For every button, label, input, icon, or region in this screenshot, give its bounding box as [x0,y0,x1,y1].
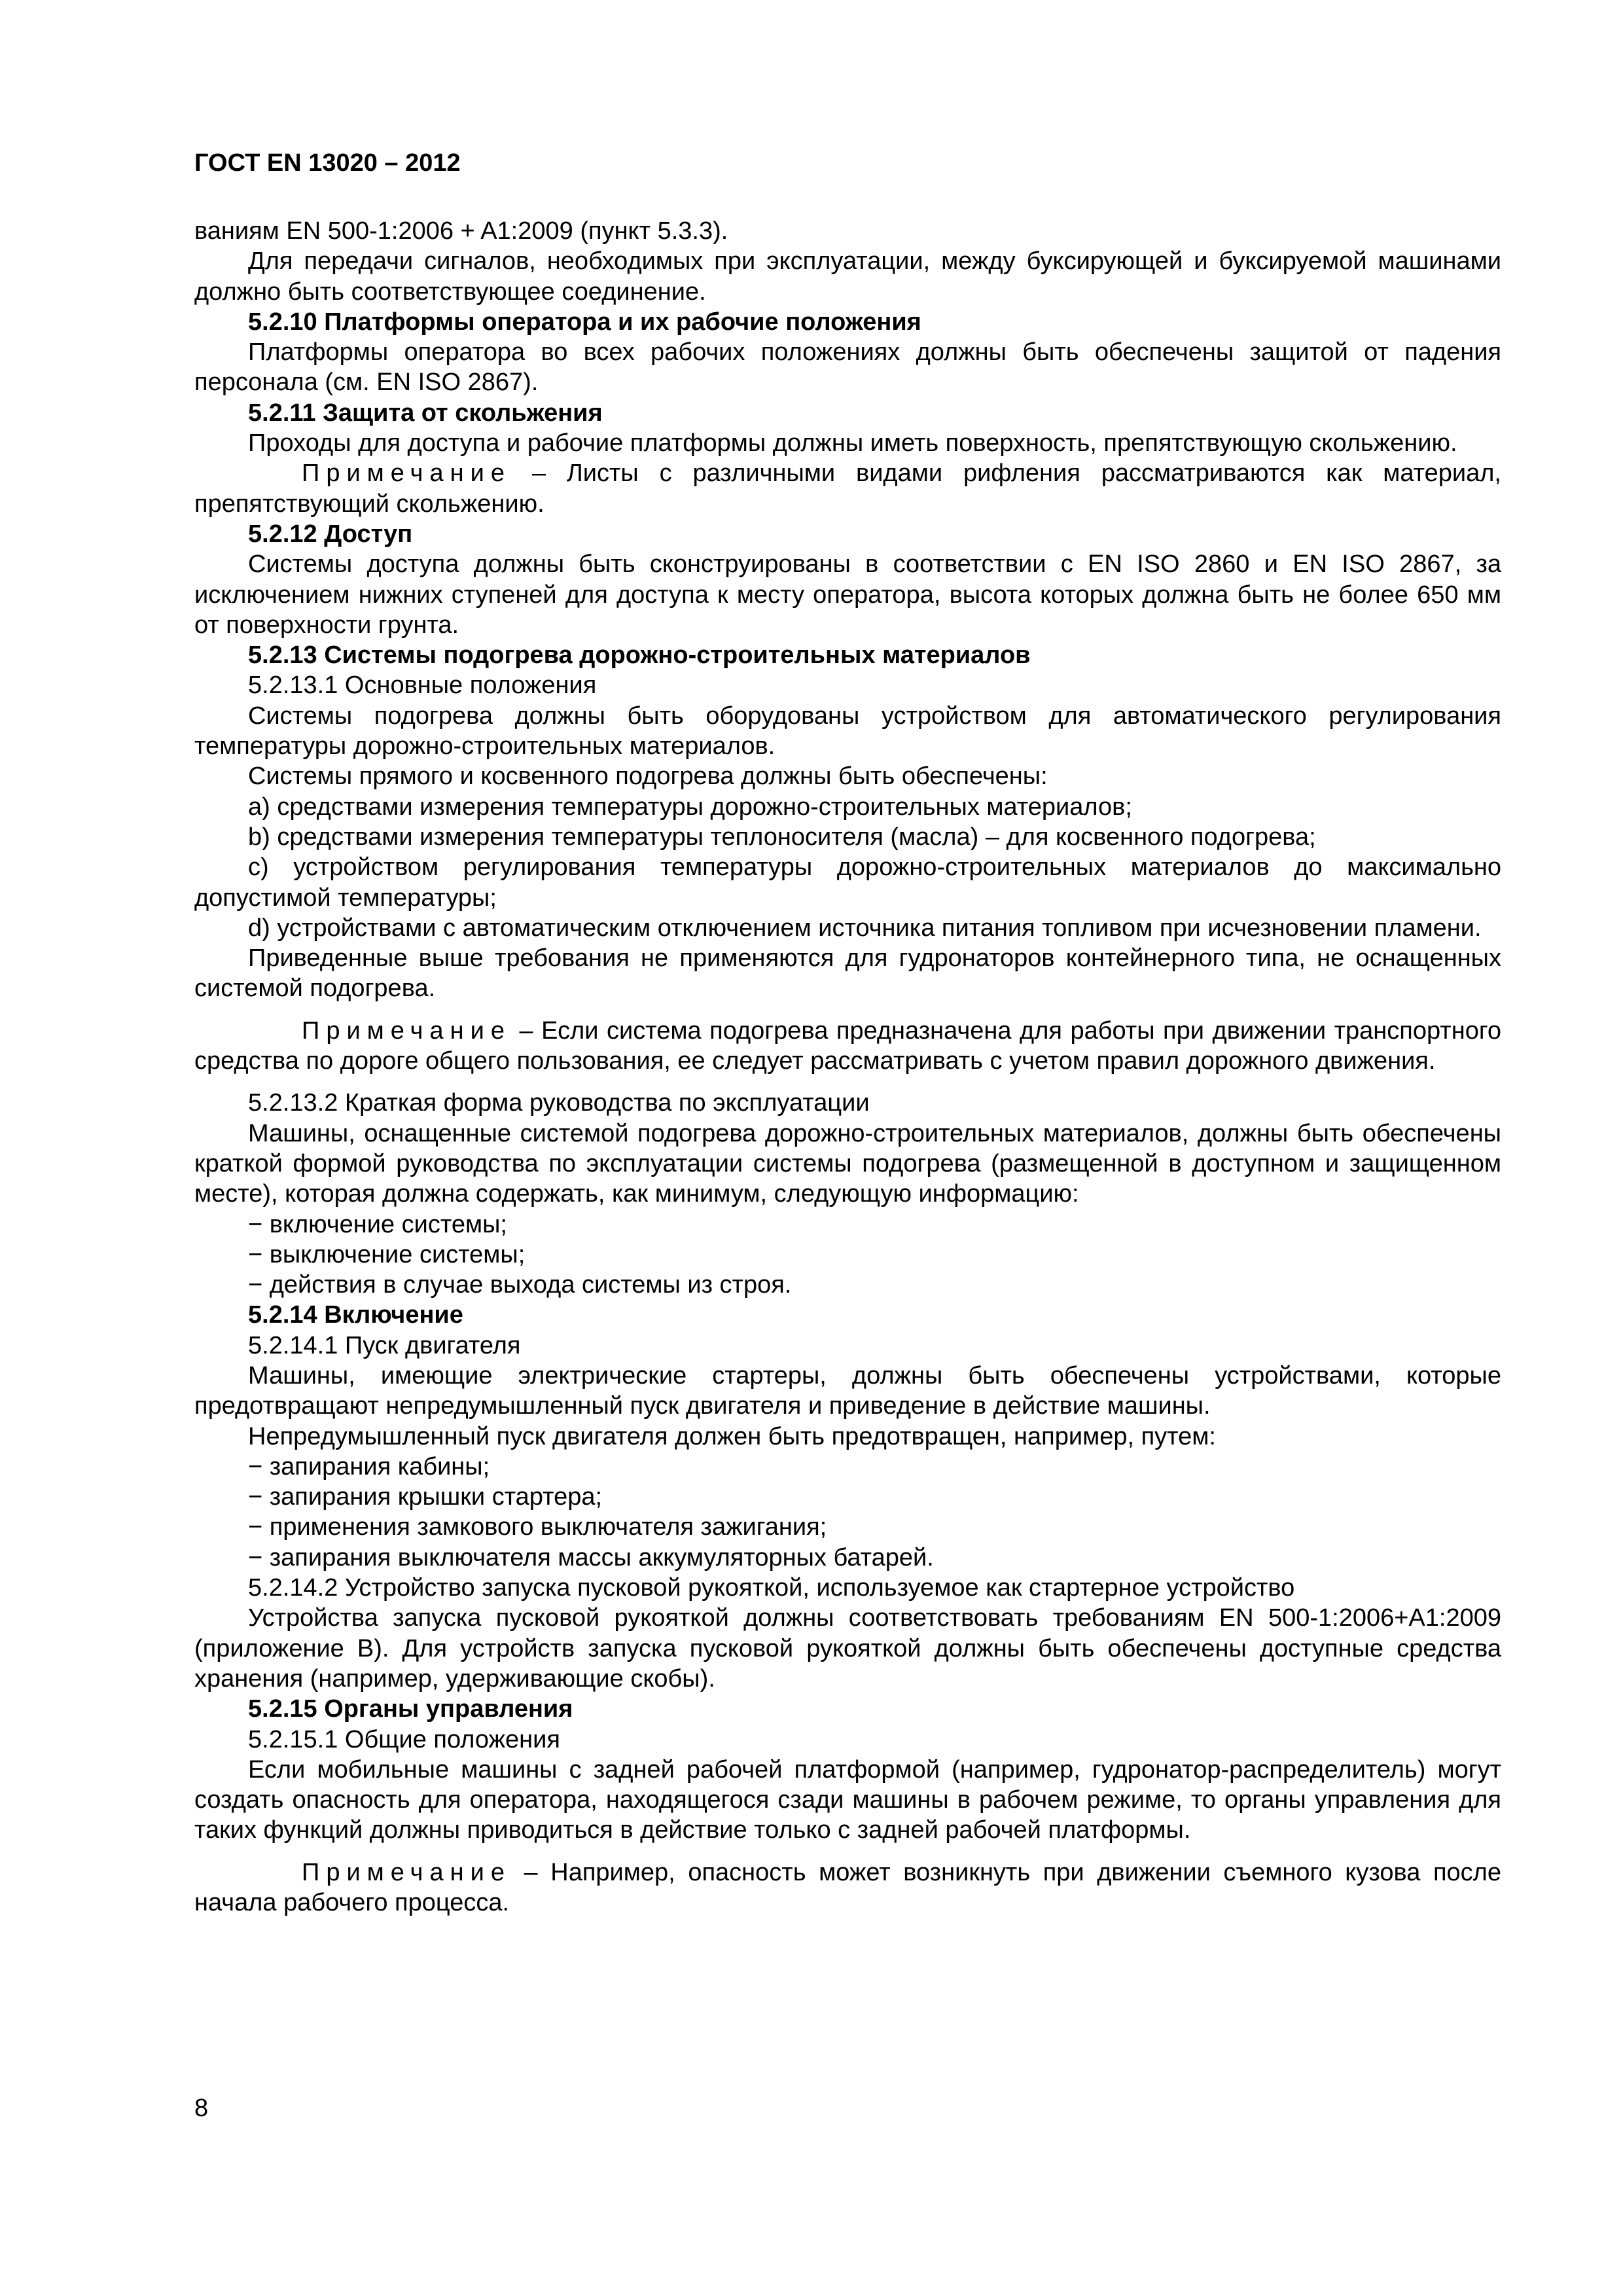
list-item: c) устройством регулирования температуры дорожно-строительных материалов до максимально допустимой температуры; [194,853,1501,912]
paragraph: Машины, имеющие электрические стартеры, должны быть обеспечены устройствами, которые предотвращают непредумышленный пуск двигателя и приведение в действие машины. [194,1361,1501,1420]
note-text: – Если система подогрева предназначена для работы при движении транспортного средства по дороге общего пользования, ее следует рассматривать с учетом правил дорожного движения. [194,1016,1501,1075]
document-body [194,216,1501,1918]
list-item: a) средствами измерения температуры дорожно-строительных материалов; [248,793,1132,821]
list-item: b) средствами измерения температуры теплоносителя (масла) – для косвенного подогрева; [248,823,1316,851]
list-item: d) устройствами с автоматическим отключением источника питания топливом при исчезновении пламени. [248,914,1482,942]
paragraph: Приведенные выше требования не применяются для гудронаторов контейнерного типа, не оснащенных системой подогрева. [194,944,1501,1003]
note-paragraph [194,1016,1501,1077]
paragraph: Системы доступа должны быть сконструированы в соответствии с EN ISO 2860 и EN ISO 2867, за исключением нижних ступеней для доступа к месту оператора, высота которых должна быть не более 650 мм от поверхности грунта. [194,550,1501,639]
paragraph: Проходы для доступа и рабочие платформы должны иметь поверхность, препятствующую скольжению. [248,429,1457,457]
document-header: ГОСТ EN 13020 – 2012 [194,149,461,177]
list-item: − запирания кабины; [248,1452,490,1480]
paragraph: Системы прямого и косвенного подогрева должны быть обеспечены: [248,762,1048,791]
paragraph: Если мобильные машины с задней рабочей платформой (например, гудронатор-распределитель) могут создать опасность для оператора, находящегося сзади машины в рабочем режиме, то органы управления для таких функций должны приводиться в действие только с задней рабочей платформы. [194,1755,1501,1844]
section-heading: 5.2.10 Платформы оператора и их рабочие положения [248,308,921,336]
list-item: − выключение системы; [248,1240,526,1268]
note-text: – Например, опасность может возникнуть при движении съемного кузова после начала рабочего процесса. [194,1858,1501,1917]
list-item: − действия в случае выхода системы из строя. [248,1271,792,1299]
paragraph: Платформы оператора во всех рабочих положениях должны быть обеспечены защитой от падения персонала (см. EN ISO 2867). [194,338,1501,397]
paragraph: ваниям EN 500-1:2006 + A1:2009 (пункт 5.3.3). [194,217,728,245]
list-item: − применения замкового выключателя зажигания; [248,1513,827,1541]
page-number: 8 [194,2094,209,2122]
list-item: − запирания крышки стартера; [248,1483,603,1511]
section-heading: 5.2.12 Доступ [248,520,413,548]
note-paragraph [194,458,1501,519]
subsection-heading: 5.2.13.1 Основные положения [248,672,597,700]
note-label: Примечание [302,1858,511,1886]
section-heading: 5.2.13 Системы подогрева дорожно-строительных материалов [248,641,1031,670]
subsection-heading: 5.2.13.2 Краткая форма руководства по эксплуатации [248,1089,870,1117]
paragraph: Системы подогрева должны быть оборудованы устройством для автоматического регулирования температуры дорожно-строительных материалов. [194,702,1501,761]
note-text: – Листы с различными видами рифления рассматриваются как материал, препятствующий скольжению. [194,459,1501,518]
list-item: − включение системы; [248,1210,507,1238]
section-heading: 5.2.11 Защита от скольжения [248,399,603,427]
section-heading: 5.2.14 Включение [248,1301,463,1329]
paragraph: Устройства запуска пусковой рукояткой должны соответствовать требованиям EN 500-1:2006+A1:2009 (приложение В). Для устройств запуска пусковой рукояткой должны быть обеспечены доступные средства хранения (например, удерживающие скобы). [194,1604,1501,1693]
subsection-heading: 5.2.14.1 Пуск двигателя [248,1331,521,1359]
paragraph: Непредумышленный пуск двигателя должен быть предотвращен, например, путем: [248,1422,1216,1450]
list-item: − запирания выключателя массы аккумуляторных батарей. [248,1543,934,1571]
note-label: Примечание [302,1016,511,1045]
paragraph: Машины, оснащенные системой подогрева дорожно-строительных материалов, должны быть обеспечены краткой формой руководства по эксплуатации системы подогрева (размещенной в доступном и защищенном месте), которая должна содержать, как минимум, следующую информацию: [194,1119,1501,1208]
section-heading: 5.2.15 Органы управления [248,1695,573,1723]
subsection-heading: 5.2.14.2 Устройство запуска пусковой рукояткой, используемое как стартерное устройство [248,1574,1295,1602]
note-paragraph [194,1857,1501,1918]
paragraph: Для передачи сигналов, необходимых при эксплуатации, между буксирующей и буксируемой машинами должно быть соответствующее соединение. [194,247,1501,306]
note-label: Примечание [302,459,511,488]
subsection-heading: 5.2.15.1 Общие положения [248,1725,560,1753]
